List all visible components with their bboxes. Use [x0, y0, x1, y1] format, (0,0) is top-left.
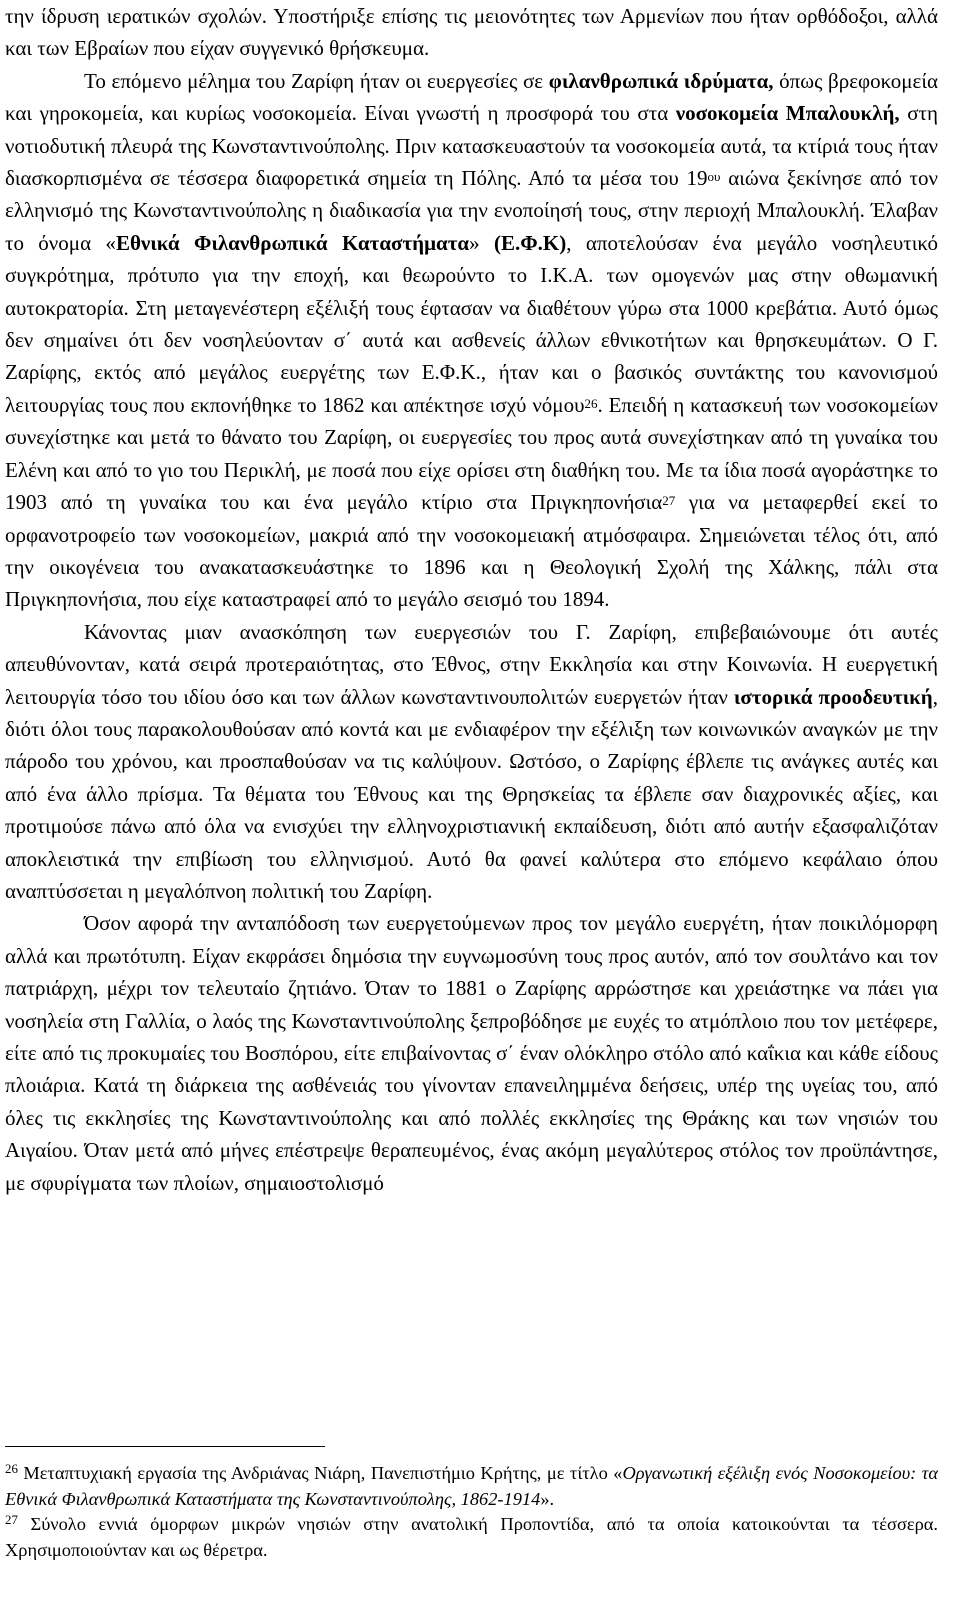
footnotes	[5, 1461, 938, 1563]
footnote	[5, 1461, 938, 1512]
footnote-number: 26	[5, 1462, 18, 1477]
bold-text: (Ε.Φ.Κ)	[493, 230, 567, 255]
text-run: την ίδρυση ιερατικών σχολών. Υποστήριξε επίσης τις μειονότητες των Αρμενίων που ήταν ορθόδοξοι, αλλά και των Εβραίων που είχαν συγγενικό θρήσκευμα.	[5, 4, 938, 61]
text-run: στη νοτιοδυτική πλευρά της Κωνσταντινούπολης. Πριν κατασκευαστούν τα νοσοκομεία αυτά, τα κτίριά τους ήταν διασκορπισμένα σε τέσσερα διαφορετικά σημεία τη Πόλης. Από τα μέσα του 19	[5, 101, 938, 191]
text-run: »	[469, 230, 494, 255]
footnote-separator	[5, 1446, 325, 1447]
superscript: 27	[662, 493, 676, 509]
superscript: 26	[584, 395, 598, 411]
text-run: Το επόμενο μέλημα του Ζαρίφη ήταν οι ευεργεσίες σε	[84, 68, 549, 93]
text-run: Κάνοντας μιαν ανασκόπηση των ευεργεσιών του Γ. Ζαρίφη, επιβεβαιώνουμε ότι αυτές απευθύνονταν, κατά σειρά προτεραιότητας, στο Έθνος, στην Εκκλησία και στην Κοινωνία. Η ευεργετική λειτουργία τόσο του ιδίου όσο και των άλλων κωνσταντινουπολιτών ευεργετών ήταν	[5, 619, 938, 709]
text-run: , αποτελούσαν ένα μεγάλο νοσηλευτικό συγκρότημα, πρότυπο για την εποχή, και θεωρούντο το Ι.Κ.Α. των ομογενών μας στην οθωμανική αυτοκρατορία. Στη μεταγενέστερη εξέλιξή τους έφτασαν να διαθέτουν γύρω στα 1000 κρεβάτια. Αυτό όμως δεν σημαίνει ότι δεν νοσηλεύονταν σ΄ αυτά και ασθενείς άλλων εθνικοτήτων και θρησκευμάτων. Ο Γ. Ζαρίφης, εκτός από μεγάλος ευεργέτης των Ε.Φ.Κ., ήταν και ο βασικός συντάκτης του κανονισμού λειτουργίας τους που εκπονήθηκε το 1862 και απέκτησε ισχύ νόμου	[5, 230, 938, 417]
paragraph	[5, 616, 938, 908]
bold-text: Εθνικά Φιλανθρωπικά Καταστήματα	[115, 230, 470, 255]
text-run: . Επειδή η κατασκευή των νοσοκομείων συνεχίστηκε και μετά το θάνατο του Ζαρίφη, οι ευεργεσίες του προς αυτά συνεχίστηκαν από τη γυναίκα του Ελένη και από το γιο του Περικλή, με ποσά που είχε ορίσει στη διαθήκη του. Με τα ίδια ποσά αγοράστηκε το 1903 από τη γυναίκα του και ένα μεγάλο κτίριο στα Πριγκηπονήσια	[5, 392, 938, 515]
text-run: όπως βρεφοκομεία και γηροκομεία, και κυρίως νοσοκομεία. Είναι γνωστή η προσφορά του στα	[5, 68, 938, 126]
text-run: αιώνα ξεκίνησε από τον ελληνισμό της Κωνσταντινούπολης η διαδικασία για την ενοποίησή τους, στην περιοχή Μπαλουκλή. Έλαβαν το όνομα «	[5, 166, 938, 255]
paragraph	[5, 65, 938, 616]
text-run: ».	[540, 1489, 555, 1510]
text-run: , διότι όλοι τους παρακολουθούσαν από κοντά και με ενδιαφέρον την εξέλιξη των κοινωνικών αναγκών με την πάροδο του χρόνου, και προσπαθούσαν να τις καλύψουν. Ωστόσο, ο Ζαρίφης έβλεπε τις ανάγκες αυτές και από ένα άλλο πρίσμα. Τα θέματα του Έθνους και της Θρησκείας τα έβλεπε σαν διαχρονικές αξίες, και προτιμούσε πάνω από όλα να ενισχύει την ελληνοχριστιανική εκπαίδευση, διότι από αυτήν εξασφαλιζόταν αποκλειστικά την επιβίωση του ελληνισμού. Αυτό θα φανεί καλύτερα στο επόμενο κεφάλαιο όπου αναπτύσσεται η μεγαλόπνοη πολιτική του Ζαρίφη.	[5, 684, 938, 903]
bold-text: φιλανθρωπικά ιδρύματα,	[548, 68, 774, 93]
footnote-number: 27	[5, 1513, 18, 1528]
superscript: ου	[707, 169, 721, 185]
footnote	[5, 1512, 938, 1563]
bold-text: ιστορικά προοδευτική	[733, 684, 933, 709]
italic-text: Οργανωτική εξέλιξη ενός Νοσοκομείου: τα Εθνικά Φιλανθρωπικά Καταστήματα της Κωνσταντινούπολης, 1862-1914	[5, 1463, 939, 1510]
paragraph	[5, 0, 938, 65]
body-text	[5, 0, 938, 1199]
text-run: Μεταπτυχιακή εργασία της Ανδριάνας Νιάρη, Πανεπιστήμιο Κρήτης, με τίτλο «	[17, 1463, 623, 1483]
bold-text: νοσοκομεία Μπαλουκλή,	[675, 101, 900, 126]
text-run: για να μεταφερθεί εκεί το ορφανοτροφείο των νοσοκομείων, μακριά από την νοσοκομειακή ατμόσφαιρα. Σημειώνεται τέλος ότι, από την οικογένεια του ανακατασκευάστηκε το 1896 και η Θεολογική Σχολή της Χάλκης, πάλι στα Πριγκηπονήσια, που είχε καταστραφεί από το μεγάλο σεισμό του 1894.	[5, 490, 939, 612]
paragraph	[5, 907, 938, 1199]
text-run: Σύνολο εννιά όμορφων μικρών νησιών στην ανατολική Προποντίδα, από τα οποία κατοικούνται τα τέσσερα. Χρησιμοποιούνταν και ως θέρετρα.	[5, 1513, 938, 1561]
text-run: Όσον αφορά την ανταπόδοση των ευεργετούμενων προς τον μεγάλο ευεργέτη, ήταν ποικιλόμορφη αλλά και πρωτότυπη. Είχαν εκφράσει δημόσια την ευγνωμοσύνη τους προς αυτόν, από τον σουλτάνο και τον πατριάρχη, μέχρι τον τελευταίο ζητιάνο. Όταν το 1881 ο Ζαρίφης αρρώστησε και χρειάστηκε να πάει για νοσηλεία στη Γαλλία, ο λαός της Κωνσταντινούπολης ξεπροβόδησε με ευχές το ατμόπλοιο που τον μετέφερε, είτε από τις προκυμαίες του Βοσπόρου, είτε επιβαίνοντας σ΄ έναν ολόκληρο στόλο από καΐκια και κάθε είδους πλοιάρια. Κατά τη διάρκεια της ασθένειάς του γίνονταν επανειλημμένα δεήσεις, υπέρ της υγείας του, από όλες τις εκκλησίες της Κωνσταντινούπολης και από πολλές εκκλησίες της Θράκης και των νησιών του Αιγαίου. Όταν μετά από μήνες επέστρεψε θεραπευμένος, ένας ακόμη μεγαλύτερος στόλος τον προϋπάντησε, με σφυρίγματα των πλοίων, σημαιοστολισμό	[5, 911, 938, 1195]
